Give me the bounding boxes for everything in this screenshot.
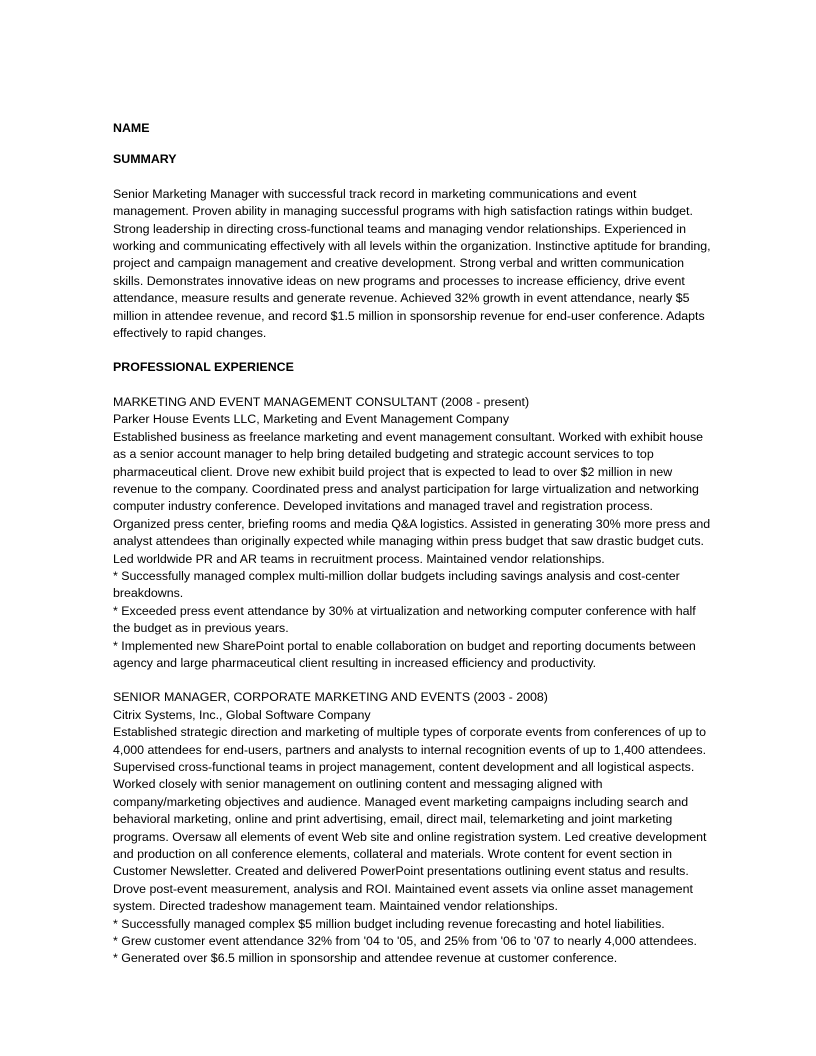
job-description: Established business as freelance marketing and event management consultant. Worked with exhibit house as a senior account manager to help bring detailed budgeting and strategic account services to top pharmaceutical client. Drove new exhibit build project that is expected to lead to over $2 million in new revenue to the company. Coordinated press and analyst participation for large virtualization and networking computer industry conference. Developed invitations and managed travel and registration process. Organized press center, briefing rooms and media Q&A logistics. Assisted in generating 30% more press and analyst attendees than originally expected while managing within press budget that saw drastic budget cuts. Led worldwide PR and AR teams in recruitment process. Maintained vendor relationships. bbox=[113, 429, 711, 566]
job-company: Parker House Events LLC, Marketing and Event Management Company bbox=[113, 412, 510, 427]
job-bullet: * Successfully managed complex multi-million dollar budgets including savings analysis and cost-center breakdowns. bbox=[113, 568, 680, 601]
job-description: Established strategic direction and marketing of multiple types of corporate events from conferences of up to 4,000 attendees for end-users, partners and analysts to internal recognition events of up to 1,400 attendees. Supervised cross-functional teams in project management, content development and all logistical aspects. Worked closely with senior management on outlining content and messaging aligned with company/marketing objectives and audience. Managed event marketing campaigns including search and behavioral marketing, online and print advertising, email, direct mail, telemarketing and joint marketing programs. Oversaw all elements of event Web site and online registration system. Led creative development and production on all conference elements, collateral and materials. Wrote content for event section in Customer Newsletter. Created and delivered PowerPoint presentations outlining event status and results. Drove post-event measurement, analysis and ROI. Maintained event assets via online asset management system. Directed tradeshow management team. Maintained vendor relationships. bbox=[113, 725, 707, 914]
job-title: MARKETING AND EVENT MANAGEMENT CONSULTANT (2008 - present) bbox=[113, 394, 530, 409]
summary-heading: SUMMARY bbox=[113, 152, 177, 167]
job-bullet: * Implemented new SharePoint portal to enable collaboration on budget and reporting documents between agency and large pharmaceutical client resulting in increased efficiency and productivity. bbox=[113, 638, 696, 670]
name-heading: NAME bbox=[113, 121, 150, 135]
summary-text: Senior Marketing Manager with successful track record in marketing communications and event management. Proven ability in managing successful programs with high satisfaction ratings within budget. Strong leadership in directing cross-functional teams and managing vendor relationships. Experienced in working and communicating effectively with all levels within the organization. Instinctive aptitude for branding, project and campaign management and creative development. Strong verbal and written communication skills. Demonstrates innovative ideas on new programs and processes to increase efficiency, drive event attendance, measure results and generate revenue. Achieved 32% growth in event attendance, nearly $5 million in attendee revenue, and record $1.5 million in sponsorship revenue for end-user conference. Adapts effectively to rapid changes. bbox=[113, 186, 711, 341]
job-company: Citrix Systems, Inc., Global Software Company bbox=[113, 707, 371, 722]
resume-page bbox=[113, 120, 713, 985]
job-bullets bbox=[113, 916, 713, 968]
job-bullet: * Generated over $6.5 million in sponsorship and attendee revenue at customer conference. bbox=[113, 951, 618, 966]
job-entry bbox=[113, 394, 713, 673]
job-bullet: * Grew customer event attendance 32% from '04 to '05, and 25% from '06 to '07 to nearly 4,000 attendees. bbox=[113, 934, 697, 949]
job-entry bbox=[113, 689, 713, 968]
job-bullets bbox=[113, 568, 713, 672]
experience-heading: PROFESSIONAL EXPERIENCE bbox=[113, 360, 294, 375]
job-bullet: * Successfully managed complex $5 million budget including revenue forecasting and hotel liabilities. bbox=[113, 916, 665, 931]
job-bullet: * Exceeded press event attendance by 30% at virtualization and networking computer conference with half the budget as in previous years. bbox=[113, 603, 696, 636]
job-title: SENIOR MANAGER, CORPORATE MARKETING AND EVENTS (2003 - 2008) bbox=[113, 690, 548, 705]
